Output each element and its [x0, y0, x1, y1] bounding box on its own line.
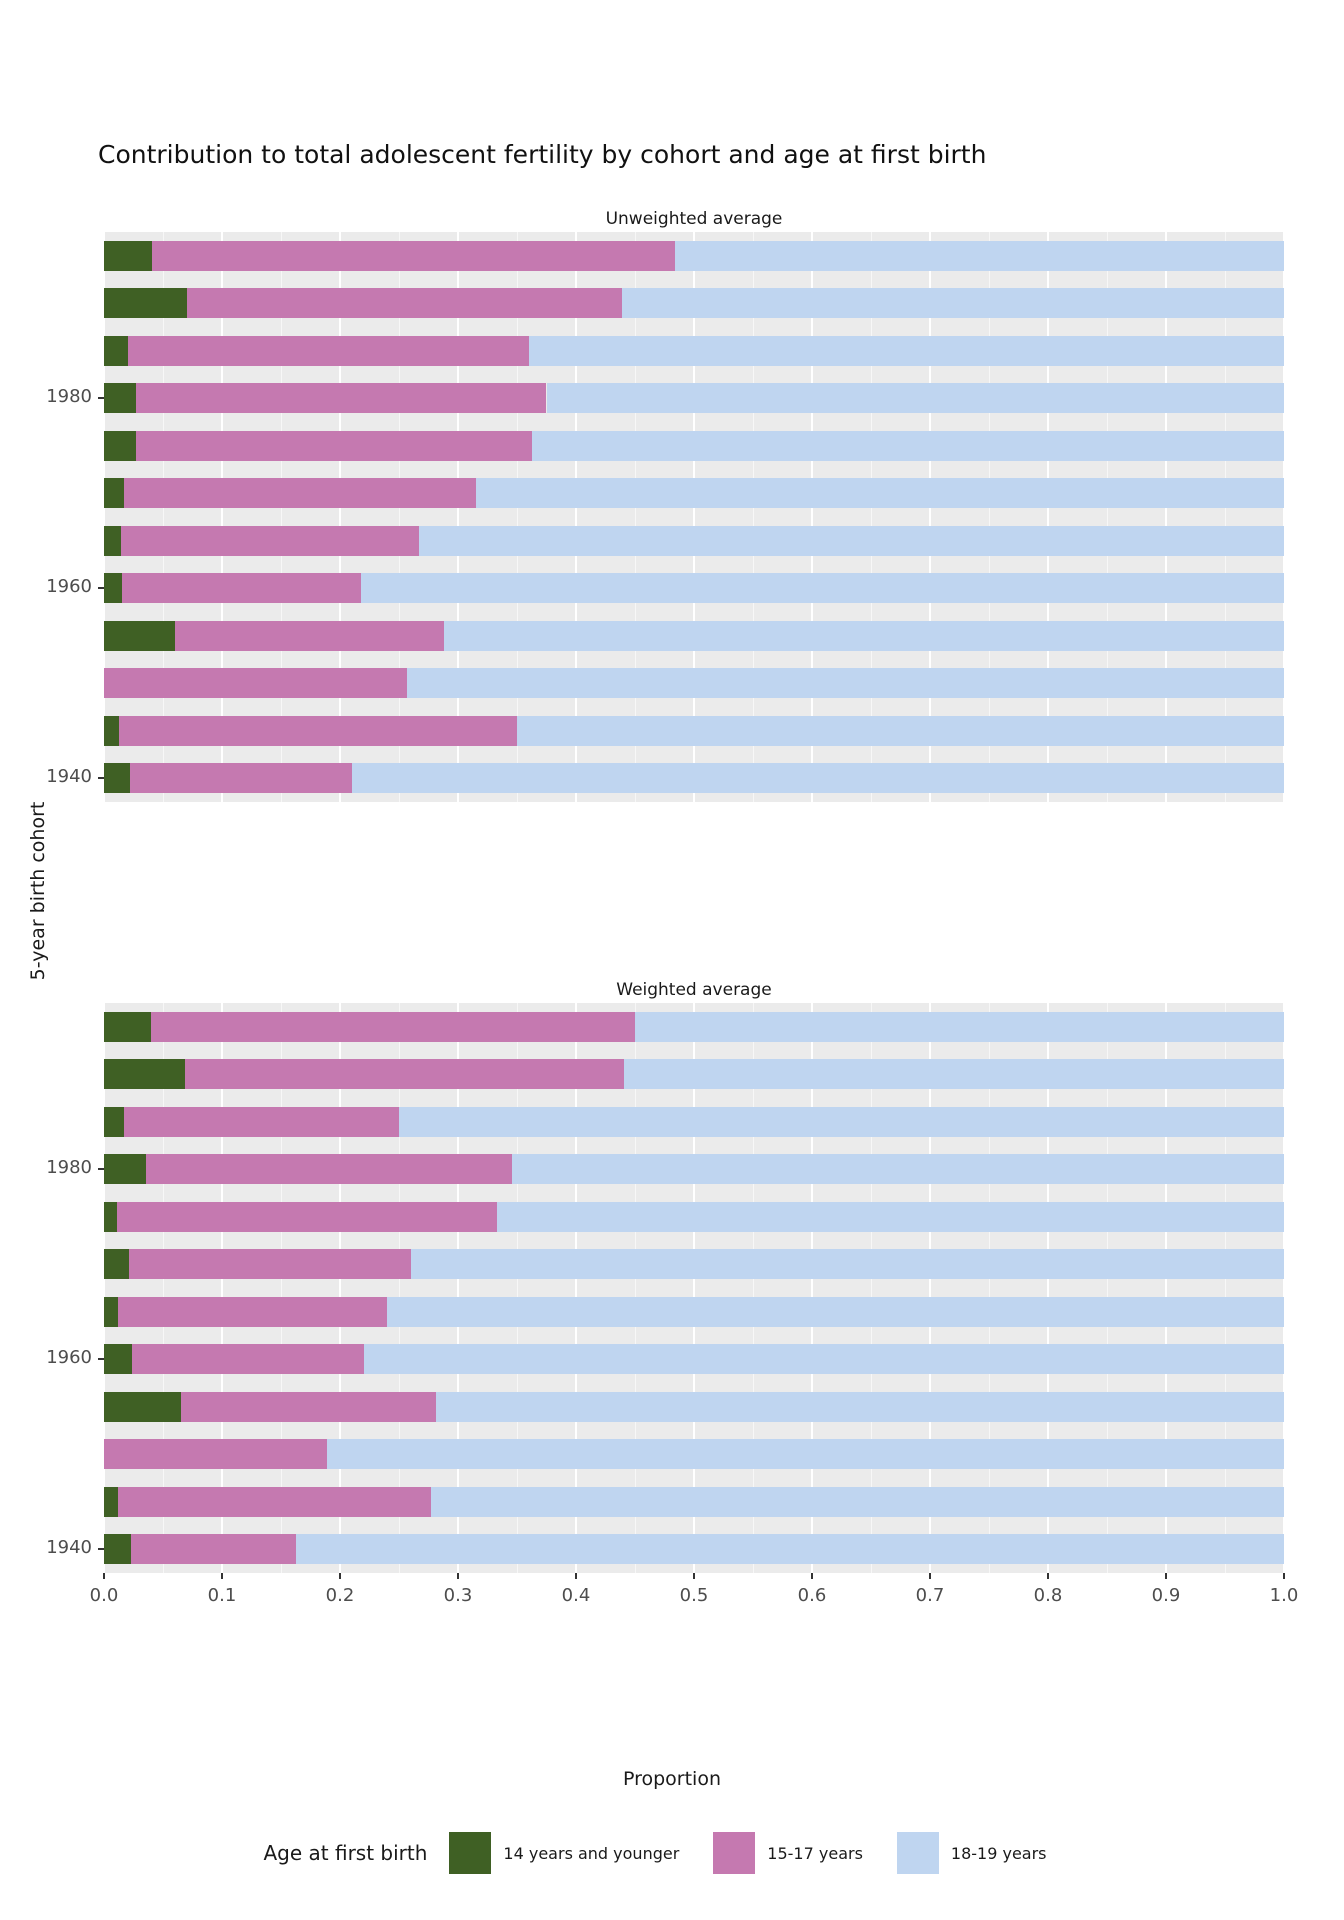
y-axis-tick-label: 1980: [46, 386, 92, 408]
y-axis-tick-mark: [98, 397, 104, 399]
panel-strip-label: Unweighted average: [104, 206, 1284, 232]
bar-segment: [124, 478, 476, 508]
x-axis-tick-label: 0.8: [1033, 1585, 1063, 1606]
y-axis-tick-mark: [98, 587, 104, 589]
y-axis-tick-label: 1940: [46, 766, 92, 788]
bar-segment: [497, 1202, 1284, 1232]
legend-color-swatch: [897, 1832, 939, 1874]
bar-segment: [104, 1107, 124, 1137]
bar-segment: [296, 1534, 1284, 1564]
x-axis-tick-mark: [103, 1573, 105, 1579]
bar-segment: [121, 526, 420, 556]
bar-segment: [675, 241, 1284, 271]
x-axis-tick-mark: [929, 1573, 931, 1579]
bar-row: [104, 1249, 1284, 1279]
x-axis-tick-label: 0.6: [797, 1585, 827, 1606]
x-axis-tick-label: 0.2: [325, 1585, 355, 1606]
y-axis-tick-mark: [98, 1548, 104, 1550]
bar-segment: [104, 526, 121, 556]
x-axis-tick-mark: [1283, 1573, 1285, 1579]
bar-segment: [104, 1439, 327, 1469]
bar-row: [104, 1487, 1284, 1517]
bar-segment: [132, 1344, 363, 1374]
bar-segment: [419, 526, 1284, 556]
legend-item[interactable]: [713, 1832, 863, 1874]
bar-segment: [104, 431, 136, 461]
bar-row: [104, 763, 1284, 793]
bar-segment: [104, 1534, 131, 1564]
bar-row: [104, 336, 1284, 366]
y-axis-tick-label: 1960: [46, 576, 92, 598]
bar-segment: [622, 288, 1284, 318]
bar-segment: [136, 431, 532, 461]
bar-segment: [104, 1059, 185, 1089]
bar-row: [104, 1202, 1284, 1232]
bar-segment: [104, 1392, 181, 1422]
bar-segment: [129, 1249, 411, 1279]
bar-segment: [532, 431, 1284, 461]
bar-segment: [104, 573, 122, 603]
y-axis-tick-label: 1980: [46, 1157, 92, 1179]
legend: [0, 1832, 1344, 1874]
x-axis-tick-label: 0.4: [561, 1585, 591, 1606]
bar-segment: [187, 288, 622, 318]
bar-segment: [431, 1487, 1284, 1517]
y-axis-tick-label: 1960: [46, 1347, 92, 1369]
bar-segment: [327, 1439, 1284, 1469]
y-axis-tick-mark: [98, 1168, 104, 1170]
bar-row: [104, 241, 1284, 271]
bar-row: [104, 1012, 1284, 1042]
page-title: Contribution to total adolescent fertility by cohort and age at first birth: [98, 140, 987, 169]
bar-segment: [104, 621, 175, 651]
legend-item[interactable]: [449, 1832, 679, 1874]
x-axis-tick-mark: [575, 1573, 577, 1579]
bar-row: [104, 1154, 1284, 1184]
panel-1: [104, 206, 1284, 802]
bar-segment: [529, 336, 1284, 366]
legend-color-swatch: [713, 1832, 755, 1874]
bar-segment: [104, 1297, 118, 1327]
bar-row: [104, 478, 1284, 508]
bar-segment: [118, 1487, 431, 1517]
y-axis-tick-mark: [98, 1358, 104, 1360]
x-axis-tick-mark: [1047, 1573, 1049, 1579]
bar-segment: [361, 573, 1284, 603]
bar-segment: [124, 1107, 399, 1137]
bar-segment: [436, 1392, 1284, 1422]
legend-item-label: 14 years and younger: [503, 1843, 680, 1863]
bar-segment: [512, 1154, 1284, 1184]
bar-segment: [399, 1107, 1284, 1137]
x-axis-tick-mark: [221, 1573, 223, 1579]
bar-row: [104, 383, 1284, 413]
y-axis-tick-label: 1940: [46, 1537, 92, 1559]
x-axis-tick-label: 0.1: [207, 1585, 237, 1606]
panel-strip-label: Weighted average: [104, 977, 1284, 1003]
bar-segment: [152, 241, 675, 271]
legend-item-label: 15-17 years: [767, 1843, 863, 1863]
x-axis-tick-mark: [693, 1573, 695, 1579]
bar-segment: [130, 763, 352, 793]
bar-segment: [104, 1012, 151, 1042]
bar-segment: [444, 621, 1284, 651]
bar-segment: [104, 1154, 146, 1184]
x-axis-tick-mark: [811, 1573, 813, 1579]
bar-segment: [119, 716, 517, 746]
bar-segment: [352, 763, 1284, 793]
bar-segment: [407, 668, 1284, 698]
bar-segment: [104, 383, 136, 413]
bar-row: [104, 1534, 1284, 1564]
bar-segment: [181, 1392, 436, 1422]
bar-segment: [185, 1059, 624, 1089]
bar-row: [104, 1392, 1284, 1422]
bar-segment: [104, 478, 124, 508]
legend-item-label: 18-19 years: [950, 1843, 1047, 1863]
bar-segment: [104, 336, 128, 366]
legend-title: Age at first birth: [263, 1841, 428, 1865]
bar-segment: [635, 1012, 1284, 1042]
plot-area: [104, 1003, 1284, 1573]
bar-segment: [104, 288, 187, 318]
panel-2: [104, 977, 1284, 1573]
x-axis-tick-label: 0.0: [89, 1585, 119, 1606]
bar-row: [104, 621, 1284, 651]
bar-segment: [387, 1297, 1284, 1327]
y-axis-tick-mark: [98, 777, 104, 779]
bar-segment: [117, 1202, 497, 1232]
bar-segment: [122, 573, 362, 603]
bar-row: [104, 573, 1284, 603]
bar-row: [104, 526, 1284, 556]
x-axis-tick-label: 0.9: [1151, 1585, 1181, 1606]
bar-row: [104, 288, 1284, 318]
bar-segment: [136, 383, 547, 413]
y-axis-label: 5-year birth cohort: [27, 801, 49, 981]
bar-segment: [624, 1059, 1284, 1089]
bar-row: [104, 716, 1284, 746]
x-axis-tick-mark: [1165, 1573, 1167, 1579]
bar-row: [104, 1439, 1284, 1469]
bar-row: [104, 1344, 1284, 1374]
bar-segment: [364, 1344, 1284, 1374]
x-axis-tick-label: 0.3: [443, 1585, 473, 1606]
bar-row: [104, 431, 1284, 461]
x-axis-tick-label: 1.0: [1269, 1585, 1299, 1606]
bar-row: [104, 1107, 1284, 1137]
bar-segment: [151, 1012, 635, 1042]
bar-segment: [175, 621, 444, 651]
plot-area: [104, 232, 1284, 802]
bar-row: [104, 1059, 1284, 1089]
bar-segment: [131, 1534, 296, 1564]
x-axis-tick-label: 0.7: [915, 1585, 945, 1606]
bar-segment: [104, 763, 130, 793]
bar-segment: [476, 478, 1284, 508]
bar-segment: [104, 668, 407, 698]
x-axis-tick-mark: [339, 1573, 341, 1579]
legend-item[interactable]: [897, 1832, 1047, 1874]
bar-segment: [128, 336, 529, 366]
bar-segment: [146, 1154, 512, 1184]
x-axis-tick-mark: [457, 1573, 459, 1579]
x-axis-tick-label: 0.5: [679, 1585, 709, 1606]
bar-segment: [547, 383, 1285, 413]
legend-items: [449, 1832, 1080, 1874]
bar-row: [104, 668, 1284, 698]
bar-row: [104, 1297, 1284, 1327]
bar-segment: [411, 1249, 1284, 1279]
bar-segment: [104, 1344, 132, 1374]
bar-segment: [104, 241, 152, 271]
bar-segment: [104, 1249, 129, 1279]
bar-segment: [104, 1202, 117, 1232]
bar-segment: [104, 716, 119, 746]
bar-segment: [104, 1487, 118, 1517]
bar-segment: [517, 716, 1284, 746]
bar-segment: [118, 1297, 387, 1327]
x-axis-label: Proportion: [622, 1768, 722, 1790]
legend-color-swatch: [449, 1832, 491, 1874]
